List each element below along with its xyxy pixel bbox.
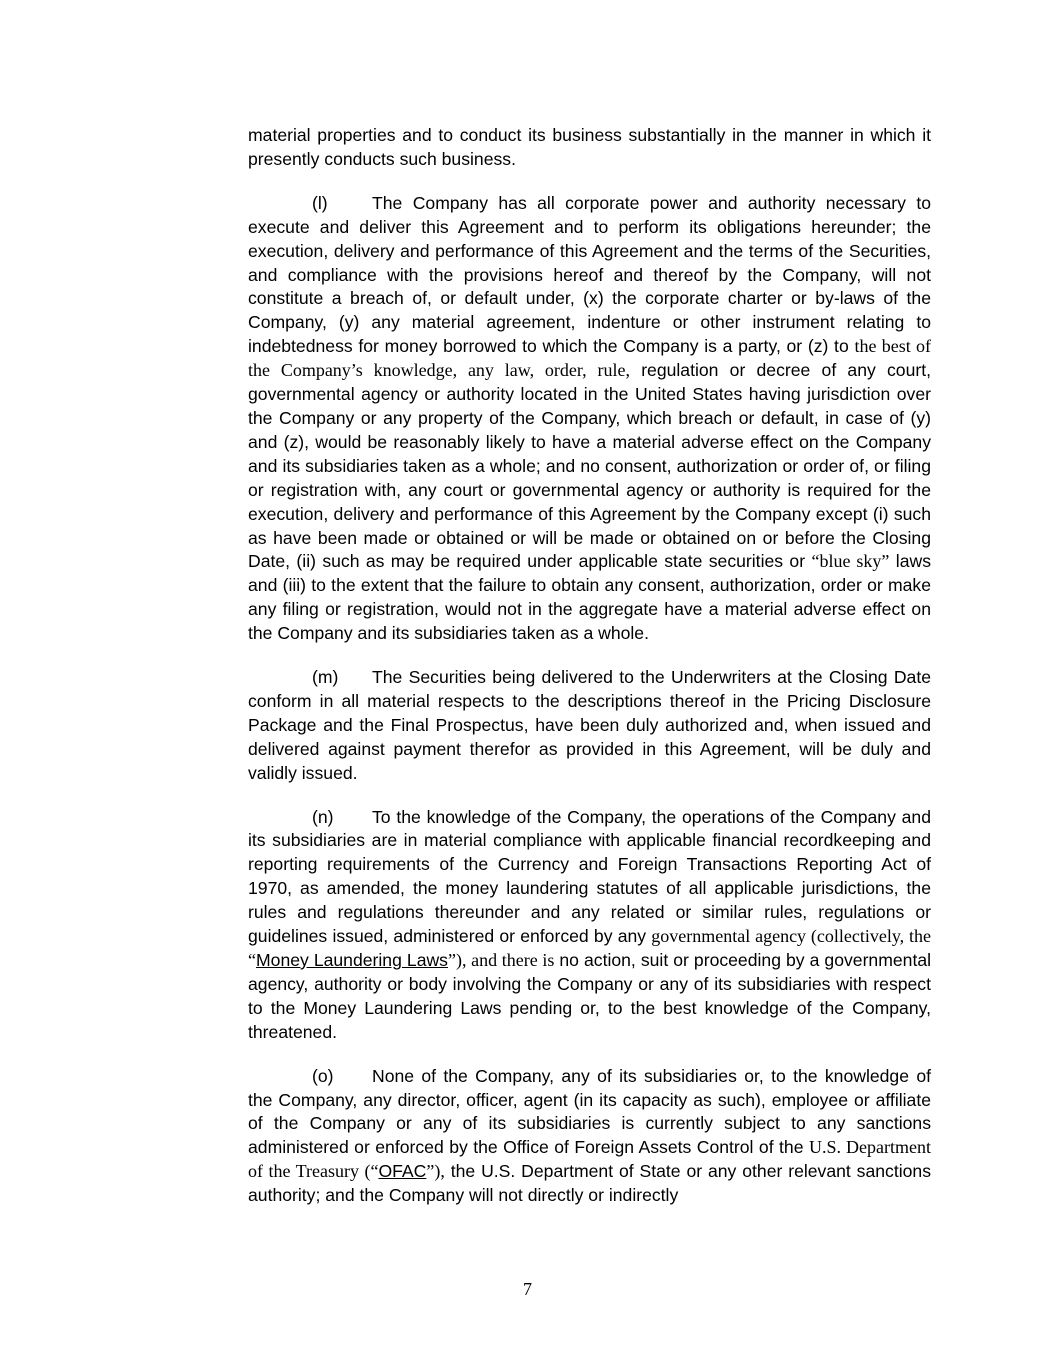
paragraph-n-text-4: no action, suit or proceeding by a governmental agency, authority or body involving the Company or any of its subsidiaries with respect to the Money Laundering Laws pending or, to the best knowledge of the Company, threatened. <box>248 950 932 1042</box>
page-number: 7 <box>523 1279 532 1299</box>
paragraph-o <box>248 1065 931 1208</box>
defined-term-money-laundering-laws: Money Laundering Laws <box>256 950 448 970</box>
paragraph-o-text-3: ”), <box>426 1161 445 1182</box>
document-body <box>248 124 931 1228</box>
paragraph-m-text: The Securities being delivered to the Underwriters at the Closing Date conform in all material respects to the descriptions thereof in the Pricing Disclosure Package and the Final Prospectus, have been duly authorized and, when issued and delivered against payment therefor as provided in this Agreement, will be duly and validly issued. <box>248 667 931 783</box>
paragraph-marker-n: (n) <box>312 806 334 827</box>
continuation-paragraph: material properties and to conduct its business substantially in the manner in which it presently conducts such business. <box>248 125 931 169</box>
paragraph-marker-l: (l) <box>312 192 328 213</box>
paragraph-l <box>248 192 931 646</box>
defined-term-ofac: OFAC <box>378 1161 427 1182</box>
paragraph-marker-o: (o) <box>312 1065 334 1086</box>
paragraph-o-text-2: U.S. Department of the Treasury (“ <box>248 1137 931 1182</box>
paragraph-m <box>248 666 931 786</box>
paragraph-l-text-5: laws and (iii) to the extent that the failure to obtain any consent, authorization, order or make any filing or registration, would not in the aggregate have a material adverse effect on the Company and its subsidiaries taken as a whole. <box>248 551 931 644</box>
paragraph-l-text-2: the best of the Company’s knowledge, any law, order, rule, <box>248 336 932 381</box>
paragraph-l-text-1: The Company has all corporate power and authority necessary to execute and deliver this Agreement and to perform its obligations hereunder; the execution, delivery and performance of this Agreement and the terms of the Securities, and compliance with the provisions hereof and thereof by the Company, will not constitute a breach of, or default under, (x) the corporate charter or by-laws of the Company, (y) any material agreement, indenture or other instrument relating to indebtedness for money borrowed to which the Company is a party, or (z) to <box>248 192 931 357</box>
paragraph-n-text-2: governmental agency (collectively, the “ <box>248 926 931 970</box>
paragraph-marker-m: (m) <box>312 667 339 688</box>
paragraph-n <box>248 806 931 1045</box>
paragraph-o-text-1: None of the Company, any of its subsidiaries or, to the knowledge of the Company, any director, officer, agent (in its capacity as such), employee or affiliate of the Company or any of its subsidiaries is currently subject to any sanctions administered or enforced by the Office of Foreign Assets Control of the <box>248 1065 931 1158</box>
paragraph-o-text-4: the U.S. Department of State or any other relevant sanctions authority; and the Company will not directly or indirectly <box>248 1161 932 1206</box>
paragraph-l-text-3: regulation or decree of any court, governmental agency or authority located in the United States having jurisdiction over the Company or any property of the Company, which breach or default, in case of (y) and (z), would be reasonably likely to have a material adverse effect on the Company and its subsidiaries taken as a whole; and no consent, authorization or order of, or filing or registration with, any court or governmental agency or authority is required for the execution, delivery and performance of this Agreement by the Company except (i) such as have been made or obtained or will be made or obtained on or before the Closing Date, (ii) such as may be required under applicable state securities or <box>248 360 931 572</box>
paragraph-n-text-3: ”), and there is <box>447 950 555 970</box>
paragraph-n-text-1: To the knowledge of the Company, the operations of the Company and its subsidiaries are in material compliance with applicable financial recordkeeping and reporting requirements of the Currency and Foreign Transactions Reporting Act of 1970, as amended, the money laundering statutes of all applicable jurisdictions, the rules and regulations thereunder and any related or similar rules, regulations or guidelines issued, administered or enforced by any <box>248 806 931 947</box>
paragraph-l-text-4: “blue sky” <box>811 551 890 572</box>
